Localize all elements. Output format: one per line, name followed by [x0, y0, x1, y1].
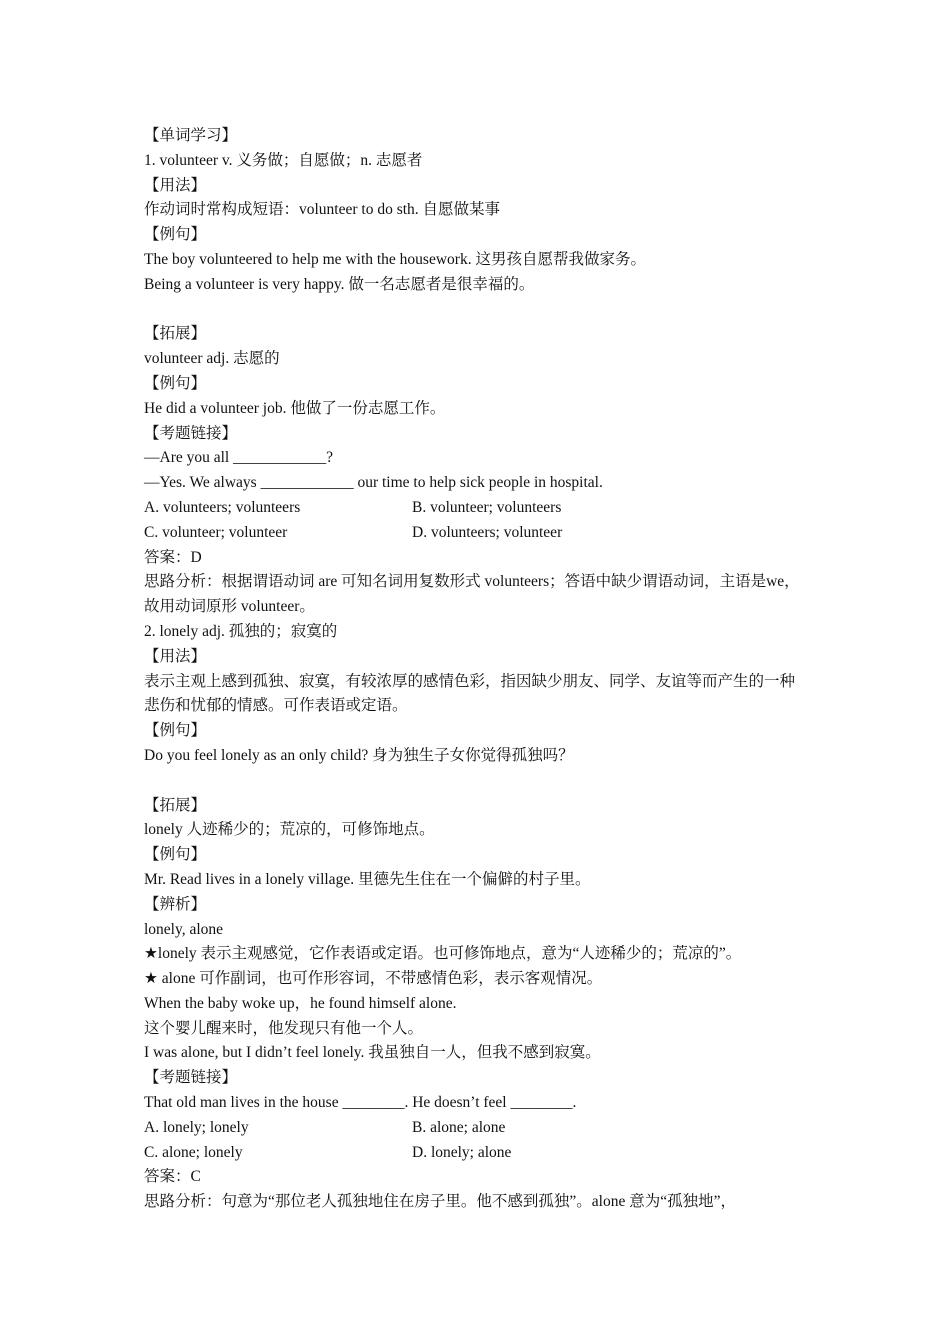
section-heading: 【例句】	[144, 722, 207, 740]
option-a: A. lonely; lonely	[144, 1118, 249, 1136]
section-heading: 【用法】	[144, 176, 207, 194]
option-b: B. alone; alone	[412, 1118, 506, 1136]
section-heading: 【单词学习】	[144, 127, 238, 144]
example-sentence: When the baby woke up，he found himself alone.	[144, 994, 457, 1012]
section-heading: 【拓展】	[144, 325, 207, 343]
options-row	[144, 496, 810, 521]
options-row	[144, 1116, 810, 1141]
example-sentence: Mr. Read lives in a lonely village. 里德先生住在一个偏僻的村子里。	[144, 870, 591, 888]
usage-text: 表示主观上感到孤独、寂寞，有较浓厚的感情色彩，指因缺少朋友、同学、友谊等而产生的一种悲伤和忧郁的情感。可作表语或定语。	[144, 672, 796, 715]
answer-text: 答案：C	[144, 1168, 201, 1186]
section-heading: 【拓展】	[144, 796, 207, 814]
option-c: C. volunteer; volunteer	[144, 523, 288, 541]
question-text: —Yes. We always ____________ our time to help sick people in hospital.	[144, 474, 603, 492]
example-sentence: I was alone, but I didn’t feel lonely. 我虽独自一人，但我不感到寂寞。	[144, 1044, 601, 1062]
comparison-words: lonely, alone	[144, 920, 224, 938]
section-heading: 【例句】	[144, 374, 207, 392]
analysis-text: 思路分析：句意为“那位老人孤独地住在房子里。他不感到孤独”。alone 意为“孤独地”，	[144, 1193, 736, 1211]
example-translation: 这个婴儿醒来时，他发现只有他一个人。	[144, 1019, 424, 1037]
section-heading: 【考题链接】	[144, 424, 238, 442]
section-heading: 【辨析】	[144, 895, 207, 913]
extension-text: lonely 人迹稀少的；荒凉的，可修饰地点。	[144, 821, 435, 839]
option-a: A. volunteers; volunteers	[144, 498, 301, 516]
option-d: D. lonely; alone	[412, 1143, 512, 1161]
option-b: B. volunteer; volunteers	[412, 498, 562, 516]
word-entry: 1. volunteer v. 义务做；自愿做；n. 志愿者	[144, 151, 423, 169]
section-heading: 【例句】	[144, 226, 207, 244]
extension-text: volunteer adj. 志愿的	[144, 350, 280, 368]
word-entry: 2. lonely adj. 孤独的；寂寞的	[144, 622, 338, 640]
options-row	[144, 521, 810, 546]
example-sentence: Being a volunteer is very happy. 做一名志愿者是很幸福的。	[144, 275, 535, 293]
options-row	[144, 1141, 810, 1166]
analysis-text: 思路分析：根据谓语动词 are 可知名词用复数形式 volunteers；答语中缺少谓语动词，主语是we，故用动词原形 volunteer。	[144, 573, 800, 616]
usage-text: 作动词时常构成短语：volunteer to do sth. 自愿做某事	[144, 201, 501, 219]
section-heading: 【考题链接】	[144, 1069, 238, 1087]
section-heading: 【用法】	[144, 647, 207, 665]
document-page	[144, 124, 810, 1215]
example-sentence: The boy volunteered to help me with the housework. 这男孩自愿帮我做家务。	[144, 250, 646, 268]
comparison-point: ★lonely 表示主观感觉，它作表语或定语。也可修饰地点，意为“人迹稀少的；荒凉的”。	[144, 945, 742, 963]
example-sentence: Do you feel lonely as an only child? 身为独生子女你觉得孤独吗？	[144, 746, 574, 764]
comparison-point: ★ alone 可作副词，也可作形容词，不带感情色彩，表示客观情况。	[144, 970, 603, 988]
section-heading: 【例句】	[144, 846, 207, 864]
question-text: —Are you all ____________?	[144, 449, 333, 467]
example-sentence: He did a volunteer job. 他做了一份志愿工作。	[144, 399, 446, 417]
option-c: C. alone; lonely	[144, 1143, 243, 1161]
question-text: That old man lives in the house ________. He doesn’t feel ________.	[144, 1094, 577, 1112]
blank-line	[144, 769, 810, 794]
blank-line	[144, 298, 810, 323]
answer-text: 答案：D	[144, 548, 202, 566]
option-d: D. volunteers; volunteer	[412, 523, 563, 541]
